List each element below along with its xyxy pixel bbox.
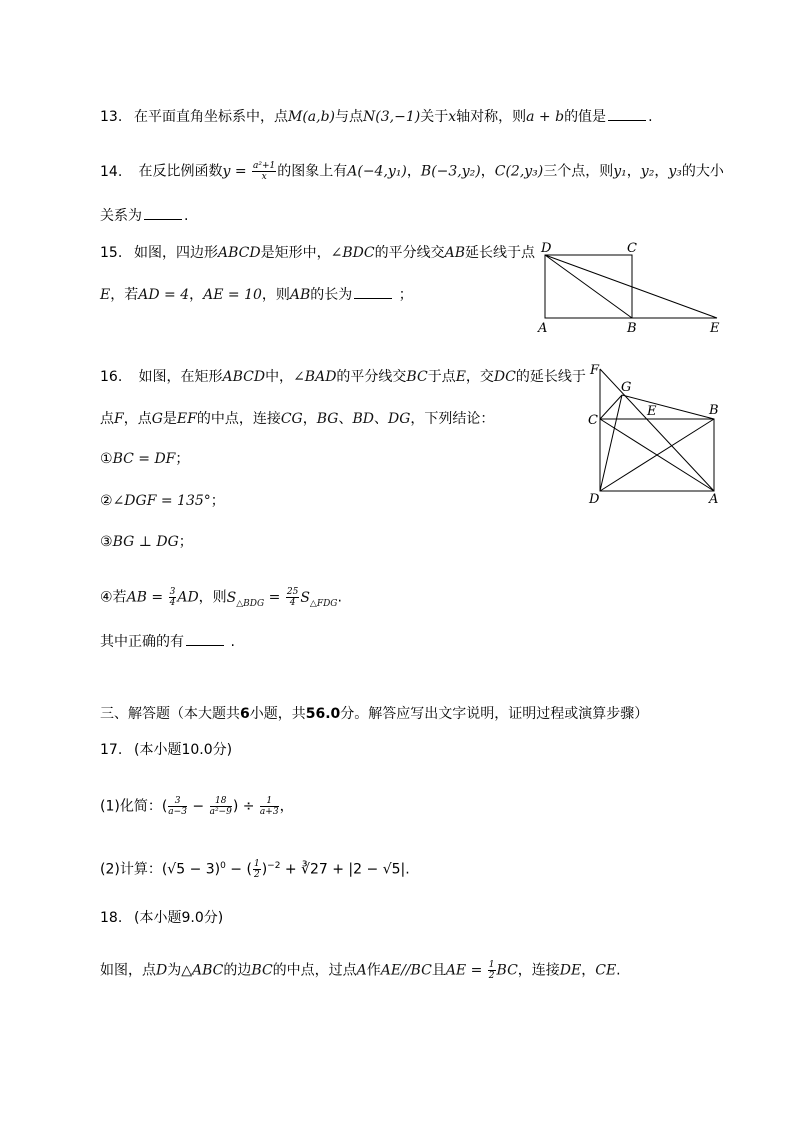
text: 轴对称，则 [456,109,527,125]
label-a-16: A [709,492,719,507]
text: 关系为 [100,208,142,224]
text: ，连接 [517,962,560,979]
math-expression: = [264,589,285,606]
text: 的延长线于 [515,369,586,385]
text: ，下列结论： [410,411,495,427]
text: ，点 [123,411,152,427]
text: ③ [100,534,113,550]
text: 其中正确的有 [100,634,184,650]
math-expression: A [356,962,367,979]
math-expression: ∠BAD [293,369,337,385]
text: ； [175,451,190,467]
math-expression: N(3,−1) [363,109,421,125]
math-expression: BG ⊥ DG [112,534,179,550]
text: . [648,109,653,125]
text: ， [189,287,204,303]
text: ， [406,163,421,180]
denominator: a−3 [168,807,187,817]
math-expression: BC [251,962,273,979]
math-expression: AD [177,589,199,606]
math-expression: y = [222,163,251,180]
denominator: x [261,172,267,182]
numerator: 1 [260,796,279,807]
text: ① [100,451,113,467]
math-expression: F [114,411,124,427]
question-number: 14. [100,163,123,180]
question-number: 18. [100,910,123,926]
math-expression: E [455,369,466,385]
text: ④若 [100,589,127,606]
bold-number: 6 [240,706,250,722]
label-c: C [627,241,637,256]
denominator: 4 [169,598,176,608]
label-g: G [621,380,632,395]
math-expression: M(a,b) [288,109,336,125]
math-expression: DE [559,962,582,979]
math-expression: D [156,962,168,979]
math-expression: AE//BC [380,962,432,979]
text: (本小题9.0分) [134,910,224,926]
text: 三个点，则 [543,163,614,180]
math-expression: CG [280,411,303,427]
subscript: △BDG [236,598,265,609]
math-expression: ∠BDC [330,245,375,261]
text: ) [261,861,268,878]
text: 如图，四边形 [134,245,218,261]
math-expression: ABCD [222,369,266,385]
numerator: 1 [253,859,260,870]
math-expression: EF [176,411,197,427]
label-c-16: C [588,413,598,428]
text: 的边 [223,962,252,979]
math-expression: G [151,411,163,427]
text: ； [178,534,193,550]
exponent: 0 [220,861,226,871]
math-expression: BC = DF [112,451,176,467]
math-expression: ABCD [218,245,261,261]
math-expression: y₂ [640,163,655,180]
text: 、 [374,411,388,427]
text: 作 [366,962,381,979]
math-expression: A(−4,y₁) [347,163,407,180]
math-expression: a + b [526,109,565,125]
denominator: 2 [488,971,495,981]
math-expression: E [100,287,111,303]
subscript: △FDG [309,598,338,609]
math-expression: AB = [126,589,168,606]
text: 的平分线交 [336,369,407,385]
text: 在平面直角坐标系中，点 [134,109,288,125]
text: 如图，在矩形 [134,369,223,385]
text: ，则 [261,287,290,303]
math-expression: y₃ [668,163,682,180]
math-expression: C(2,y₃) [494,163,544,180]
math-expression: BD [352,411,374,427]
symbol: S [226,589,237,606]
math-expression: ∠DGF = 135° [112,493,211,509]
text: (本小题10.0分) [134,742,233,758]
text: ， [302,411,317,427]
text: 且 [431,962,446,979]
text: ) ÷ [232,798,259,815]
text: ，则 [198,589,227,606]
bold-number: 56.0 [305,706,341,722]
text: 在反比例函数 [134,163,223,180]
denominator: a²−9 [209,807,232,817]
text: 点 [100,411,114,427]
text: ， [626,163,641,180]
text: 分。解答应写出文字说明，证明过程或演算步骤） [340,706,649,722]
text: . [184,208,189,224]
line-gc [600,395,622,419]
numerator: 3 [169,587,176,597]
math-expression: BC [406,369,428,385]
math-expression: CE [595,962,617,979]
label-e-16: E [647,404,657,419]
text: 的大小 [681,163,724,180]
question-number: 13. [100,109,123,125]
label-d-16: D [589,492,600,507]
label-a: A [538,321,548,336]
text: − [187,798,209,815]
text: ； [394,287,413,303]
label-f: F [590,363,600,378]
math-expression: BG [316,411,339,427]
text: ② [100,493,113,509]
text: . [226,634,235,650]
numerator: a²+1 [253,161,276,171]
text: . [337,589,342,606]
text: 的长为 [310,287,353,303]
text: 、 [338,411,353,427]
label-b-16: B [709,403,719,418]
denominator: 4 [289,598,296,608]
denominator: a+3 [259,807,279,817]
label-e: E [710,321,720,336]
line-gd [600,395,622,491]
text: ， [279,798,294,815]
text: 是矩形中， [260,245,331,261]
math-expression: x [448,109,457,125]
text: ； [210,493,225,509]
text: 延长线于点 [464,245,535,261]
text: 的图象上有 [277,163,348,180]
denominator: 2 [253,870,260,881]
text: ， [654,163,669,180]
text: ，交 [465,369,494,385]
text: . [616,962,621,979]
math-expression: AE = [445,962,487,979]
text: 三、解答题（本大题共 [100,706,240,722]
text: 的中点，连接 [196,411,281,427]
text: 是 [162,411,177,427]
line-db [545,255,632,318]
math-expression: DG [388,411,411,427]
label-b: B [627,321,637,336]
numerator: 1 [488,960,495,970]
question-number: 15. [100,245,123,261]
text: + ∛27 + |2 − √5|. [280,861,410,878]
math-expression: ABC [192,962,224,979]
numerator: 25 [286,587,299,597]
question-number: 17. [100,742,123,758]
exponent: −2 [267,861,281,871]
math-expression: BC [496,962,518,979]
text: 的中点，过点 [272,962,357,979]
text: 为△ [167,962,193,979]
line-de [545,255,717,318]
text: ，若 [110,287,139,303]
text: 的值是 [564,109,607,125]
text: − ( [225,861,252,878]
text: 与点 [335,109,364,125]
text: (2)计算：(√5 − 3) [100,861,221,878]
math-expression: DC [493,369,516,385]
text: 小题，共 [249,706,306,722]
math-expression: AB [289,287,311,303]
text: 关于 [420,109,449,125]
math-expression: AE = 10 [203,287,262,303]
text: 如图，点 [100,962,156,979]
text: 于点 [427,369,456,385]
numerator: 18 [210,796,232,807]
text: 的平分线交 [374,245,445,261]
math-expression: B(−3,y₂) [420,163,481,180]
symbol: S [300,589,310,606]
text: ， [480,163,495,180]
label-d: D [541,241,552,256]
math-expression: AD = 4 [138,287,190,303]
math-expression: AB [444,245,465,261]
question-number: 16. [100,369,123,385]
text: (1)化简：( [100,798,168,815]
text: ， [581,962,596,979]
numerator: 3 [168,796,187,807]
text: 中， [265,369,294,385]
math-expression: y₁ [613,163,627,180]
